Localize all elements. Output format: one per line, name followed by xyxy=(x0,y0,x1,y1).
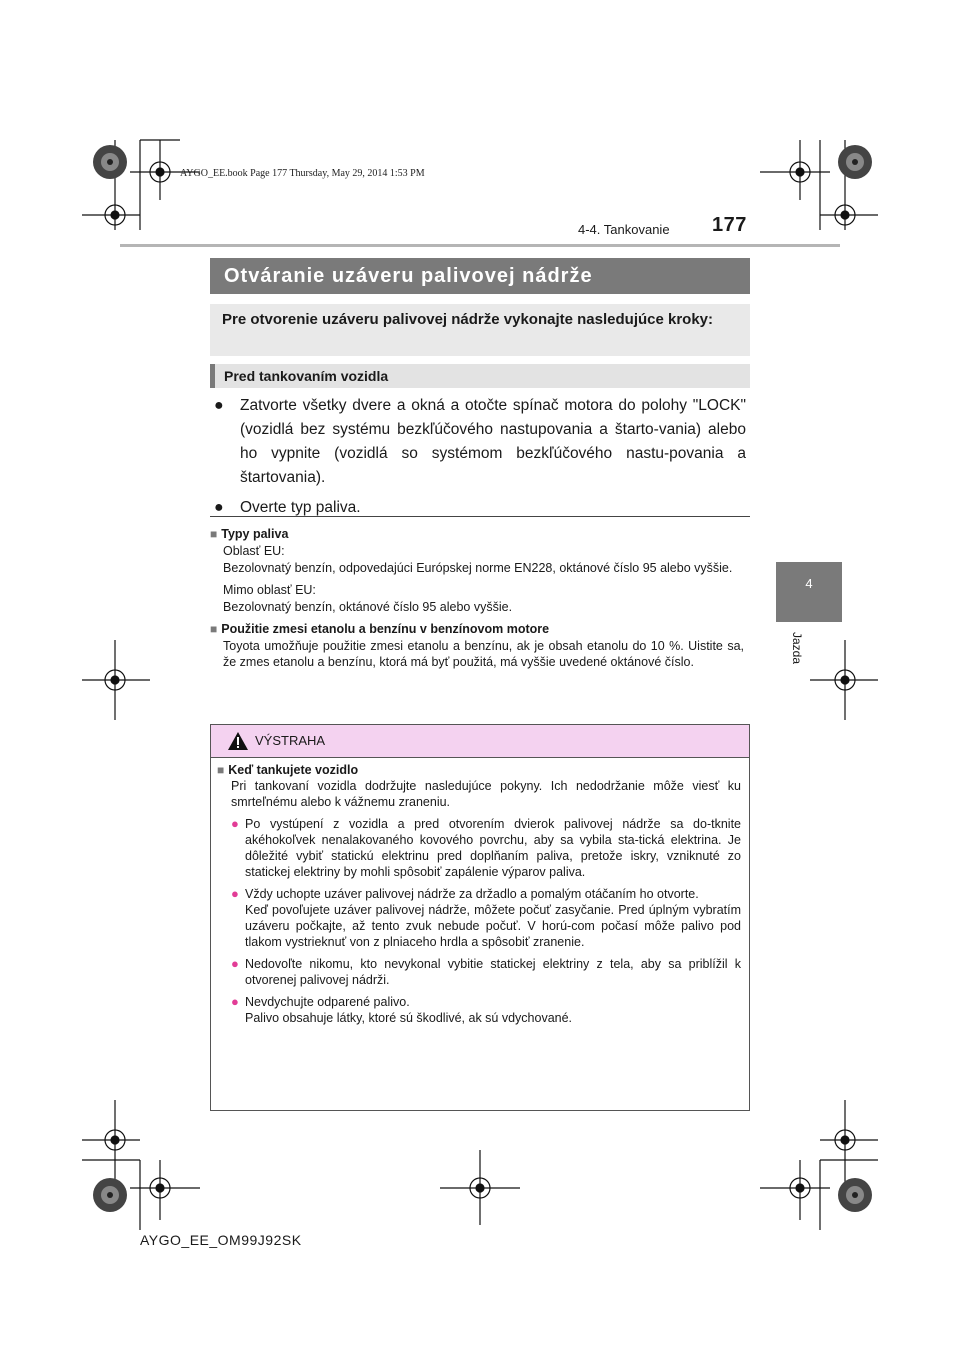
warning-body xyxy=(211,758,749,1026)
warning-heading: ■ Keď tankujete vozidlo xyxy=(217,763,359,777)
warning-label: VÝSTRAHA xyxy=(255,733,326,748)
bullet-icon: ● xyxy=(231,886,239,901)
header-rule xyxy=(120,244,840,247)
section-reference: 4-4. Tankovanie xyxy=(578,222,670,237)
note-text: Mimo oblasť EU: xyxy=(223,583,316,597)
warning-intro: Pri tankovaní vozidla dodržujte nasledujúce pokyny. Ich nedodržanie môže viesť ku smrteľnému alebo k vážnemu zraneniu. xyxy=(231,779,741,809)
notes-section xyxy=(210,524,744,670)
chapter-label: Jazda xyxy=(790,632,804,665)
warning-header xyxy=(211,725,749,758)
bullet-icon: ● xyxy=(231,956,239,971)
bullet-icon: ● xyxy=(214,499,224,516)
step-list xyxy=(214,394,746,526)
section-divider xyxy=(210,516,750,517)
subheading: Pred tankovaním vozidla xyxy=(210,364,750,388)
chapter-tab xyxy=(776,562,842,622)
square-bullet-icon: ■ xyxy=(210,622,218,636)
note-text: Bezolovnatý benzín, oktánové číslo 95 alebo vyššie. xyxy=(223,600,513,614)
warning-triangle-icon xyxy=(227,731,249,751)
bullet-icon: ● xyxy=(231,994,239,1009)
page-number: 177 xyxy=(712,214,747,236)
list-item-text: Overte typ paliva. xyxy=(240,499,361,516)
warning-item: ● Nevdychujte odparené palivo. Palivo obsahuje látky, ktoré sú škodlivé, ak sú vdychované. xyxy=(231,994,573,1025)
warning-item: ● Vždy uchopte uzáver palivovej nádrže za držadlo a pomalým otáčaním ho otvorte. Keď povoľujete uzáver palivovej nádrže, môžete počuť zasyčanie. Pred úplným vybratím uzáveru počkajte, až tento zvuk nebude počuť. V horú-com počasí môže palivo pod tlakom vystrieknuť von z plniaceho hrdla a spôsobiť zranenie. xyxy=(231,886,741,949)
note-text: Oblasť EU: xyxy=(223,544,285,558)
footer-code: AYGO_EE_OM99J92SK xyxy=(140,1232,302,1248)
note-heading: ■ Použitie zmesi etanolu a benzínu v benzínovom motore xyxy=(210,622,550,636)
square-bullet-icon: ■ xyxy=(217,763,225,777)
list-item-text: Zatvorte všetky dvere a okná a otočte spínač motora do polohy "LOCK" (vozidlá bez systému bezkľúčového nastupovania a štarto-vania) alebo ho vypnite (vozidlá so systémom bezkľúčového nastu-povania a štartovania). xyxy=(240,397,746,486)
bullet-icon: ● xyxy=(231,816,239,831)
list-item xyxy=(214,394,746,490)
intro-text: Pre otvorenie uzáveru palivovej nádrže vykonajte nasledujúce kroky: xyxy=(210,304,750,356)
square-bullet-icon: ■ xyxy=(210,527,218,541)
warning-item: ● Nedovoľte nikomu, kto nevykonal vybitie statickej elektriny z tela, aby sa priblížil k otvorenej palivovej nádrži. xyxy=(231,956,741,987)
chapter-number: 4 xyxy=(805,576,813,591)
note-heading: ■ Typy paliva xyxy=(210,527,289,541)
page-title: Otváranie uzáveru palivovej nádrže xyxy=(210,258,750,294)
warning-item: ● Po vystúpení z vozidla a pred otvorením dvierok palivovej nádrže sa do-tknite akéhokoľvek nenalakovaného kovového povrchu, aby sa vybila sta-tická elektrina. Je dôležité vybiť statickú elektrinu pred doplňaním paliva, pretože iskry, vzniknuté zo statickej elektriny by mohli spôsobiť zapálenie výparov paliva. xyxy=(231,816,741,879)
note-text: Bezolovnatý benzín, odpovedajúci Európskej norme EN228, oktánové číslo 95 alebo vyššie. xyxy=(223,561,733,575)
note-text: Toyota umožňuje použitie zmesi etanolu a benzínu, ak je obsah etanolu do 10 %. Uistite sa, že zmes etanolu a benzínu, ktorá má byť použitá, má vyššie uvedené oktánové číslo. xyxy=(223,639,744,669)
warning-box xyxy=(210,724,750,1111)
book-stamp: AYGO_EE.book Page 177 Thursday, May 29, 2014 1:53 PM xyxy=(180,168,425,179)
bullet-icon: ● xyxy=(214,397,224,414)
